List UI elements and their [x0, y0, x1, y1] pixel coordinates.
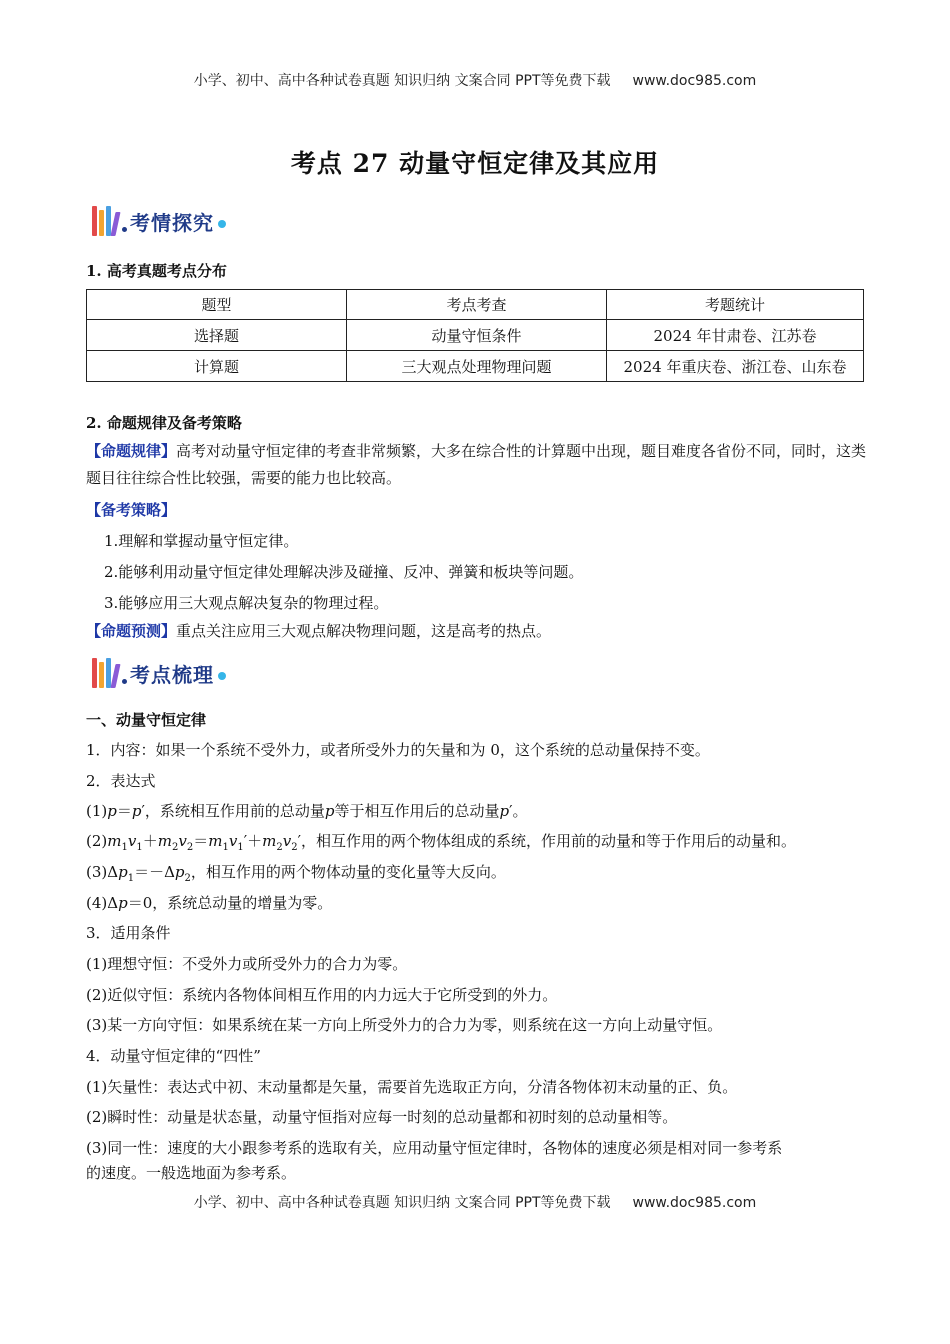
- expression-text: ，系统总动量的增量为零。: [152, 894, 333, 912]
- header-text: 小学、初中、高中各种试卷真题 知识归纳 文案合同 PPT等免费下载: [193, 73, 611, 89]
- property-item: (3)同一性：速度的大小跟参考系的选取有关，应用动量守恒定律时，各物体的速度必须是相对同一参考系: [86, 1139, 783, 1157]
- expression-text: ，系统相互作用前的总动量: [144, 802, 325, 820]
- table-cell: 三大观点处理物理问题: [347, 351, 607, 382]
- predict-tag: 【命题预测】: [86, 622, 177, 640]
- table-cell: 2024 年重庆卷、浙江卷、山东卷: [607, 351, 864, 382]
- badge-label: 考点梳理: [130, 662, 214, 687]
- property-item-cont: 的速度。一般选地面为参考系。: [86, 1164, 297, 1182]
- strategy-tag: 【备考策略】: [86, 501, 177, 519]
- page-footer: [0, 1192, 950, 1212]
- strategy-item: 3.能够应用三大观点解决复杂的物理过程。: [104, 594, 389, 612]
- table-header-row: [87, 290, 864, 320]
- strategy-item: 2.能够利用动量守恒定律处理解决涉及碰撞、反冲、弹簧和板块等问题。: [104, 563, 584, 581]
- expression-text: 等于相互作用后的总动量: [334, 802, 500, 820]
- content-line: 2．表达式: [86, 772, 156, 790]
- dot-icon: [122, 679, 127, 684]
- table-cell: 动量守恒条件: [347, 320, 607, 351]
- expression-3: $(3)\Delta p_1=-\Delta p_2$，相互作用的两个物体动量的变化量等大反向。: [86, 863, 506, 884]
- condition-item: (3)某一方向守恒：如果系统在某一方向上所受外力的合力为零，则系统在这一方向上动量守恒。: [86, 1016, 723, 1034]
- badge-label: 考情探究: [130, 210, 214, 235]
- circle-icon: [218, 220, 226, 228]
- section-badge-kaodian: [92, 656, 226, 690]
- strategy-tag-line: [86, 497, 876, 524]
- table-row: [87, 351, 864, 382]
- expression-text: ，相互作用的两个物体动量的变化量等大反向。: [190, 863, 506, 881]
- table-row: [87, 320, 864, 351]
- expression-1: (1)p＝p′，系统相互作用前的总动量p等于相互作用后的总动量p′。: [86, 802, 528, 820]
- books-icon: [92, 206, 118, 236]
- books-icon: [92, 658, 118, 688]
- footer-text: 小学、初中、高中各种试卷真题 知识归纳 文案合同 PPT等免费下载: [193, 1195, 611, 1211]
- predict-text: 重点关注应用三大观点解决物理问题，这是高考的热点。: [176, 622, 552, 640]
- expression-4: (4)Δp＝0，系统总动量的增量为零。: [86, 894, 333, 912]
- content-line: 4．动量守恒定律的“四性”: [86, 1047, 261, 1065]
- page-title: 考点 27 动量守恒定律及其应用: [290, 149, 660, 178]
- expression-text: ，相互作用的两个物体组成的系统，作用前的动量和等于作用后的动量和。: [300, 832, 796, 850]
- condition-item: (2)近似守恒：系统内各物体间相互作用的内力远大于它所受到的外力。: [86, 986, 558, 1004]
- footer-site[interactable]: www.doc985.com: [632, 1195, 757, 1211]
- header-site[interactable]: www.doc985.com: [632, 73, 757, 89]
- exam-distribution-table: [86, 289, 864, 382]
- content-line: 3．适用条件: [86, 924, 171, 942]
- predict-paragraph: [86, 618, 876, 645]
- table-cell: 2024 年甘肃卷、江苏卷: [607, 320, 864, 351]
- content-heading: 一、动量守恒定律: [86, 711, 207, 729]
- table-header-cell: 题型: [87, 290, 347, 320]
- strategy-item: 1.理解和掌握动量守恒定律。: [104, 532, 299, 550]
- rule-paragraph: [86, 438, 876, 492]
- condition-item: (1)理想守恒：不受外力或所受外力的合力为零。: [86, 955, 408, 973]
- dot-icon: [122, 227, 127, 232]
- property-item: (1)矢量性：表达式中初、末动量都是矢量，需要首先选取正方向，分清各物体初末动量的正、负。: [86, 1078, 738, 1096]
- section2-heading: 2. 命题规律及备考策略: [86, 414, 242, 432]
- table-cell: 计算题: [87, 351, 347, 382]
- table-header-cell: 考点考查: [347, 290, 607, 320]
- section1-heading: 1. 高考真题考点分布: [86, 262, 227, 280]
- page-header: [0, 70, 950, 90]
- rule-tag: 【命题规律】: [86, 442, 177, 460]
- table-header-cell: 考题统计: [607, 290, 864, 320]
- section-badge-kaoqing: [92, 204, 226, 238]
- content-line: 1．内容：如果一个系统不受外力，或者所受外力的矢量和为 0，这个系统的总动量保持不变。: [86, 741, 710, 759]
- expression-2: $(2)m_1v_1+m_2v_2=m_1v_1'+m_2v_2'$，相互作用的两个物体组成的系统，作用前的动量和等于作用后的动量和。: [86, 832, 796, 853]
- property-item: (2)瞬时性：动量是状态量，动量守恒指对应每一时刻的总动量都和初时刻的总动量相等。: [86, 1108, 678, 1126]
- table-cell: 选择题: [87, 320, 347, 351]
- circle-icon: [218, 672, 226, 680]
- rule-text: 高考对动量守恒定律的考查非常频繁，大多在综合性的计算题中出现，题目难度各省份不同，同时，这类题目往往综合性比较强，需要的能力也比较高。: [86, 442, 867, 487]
